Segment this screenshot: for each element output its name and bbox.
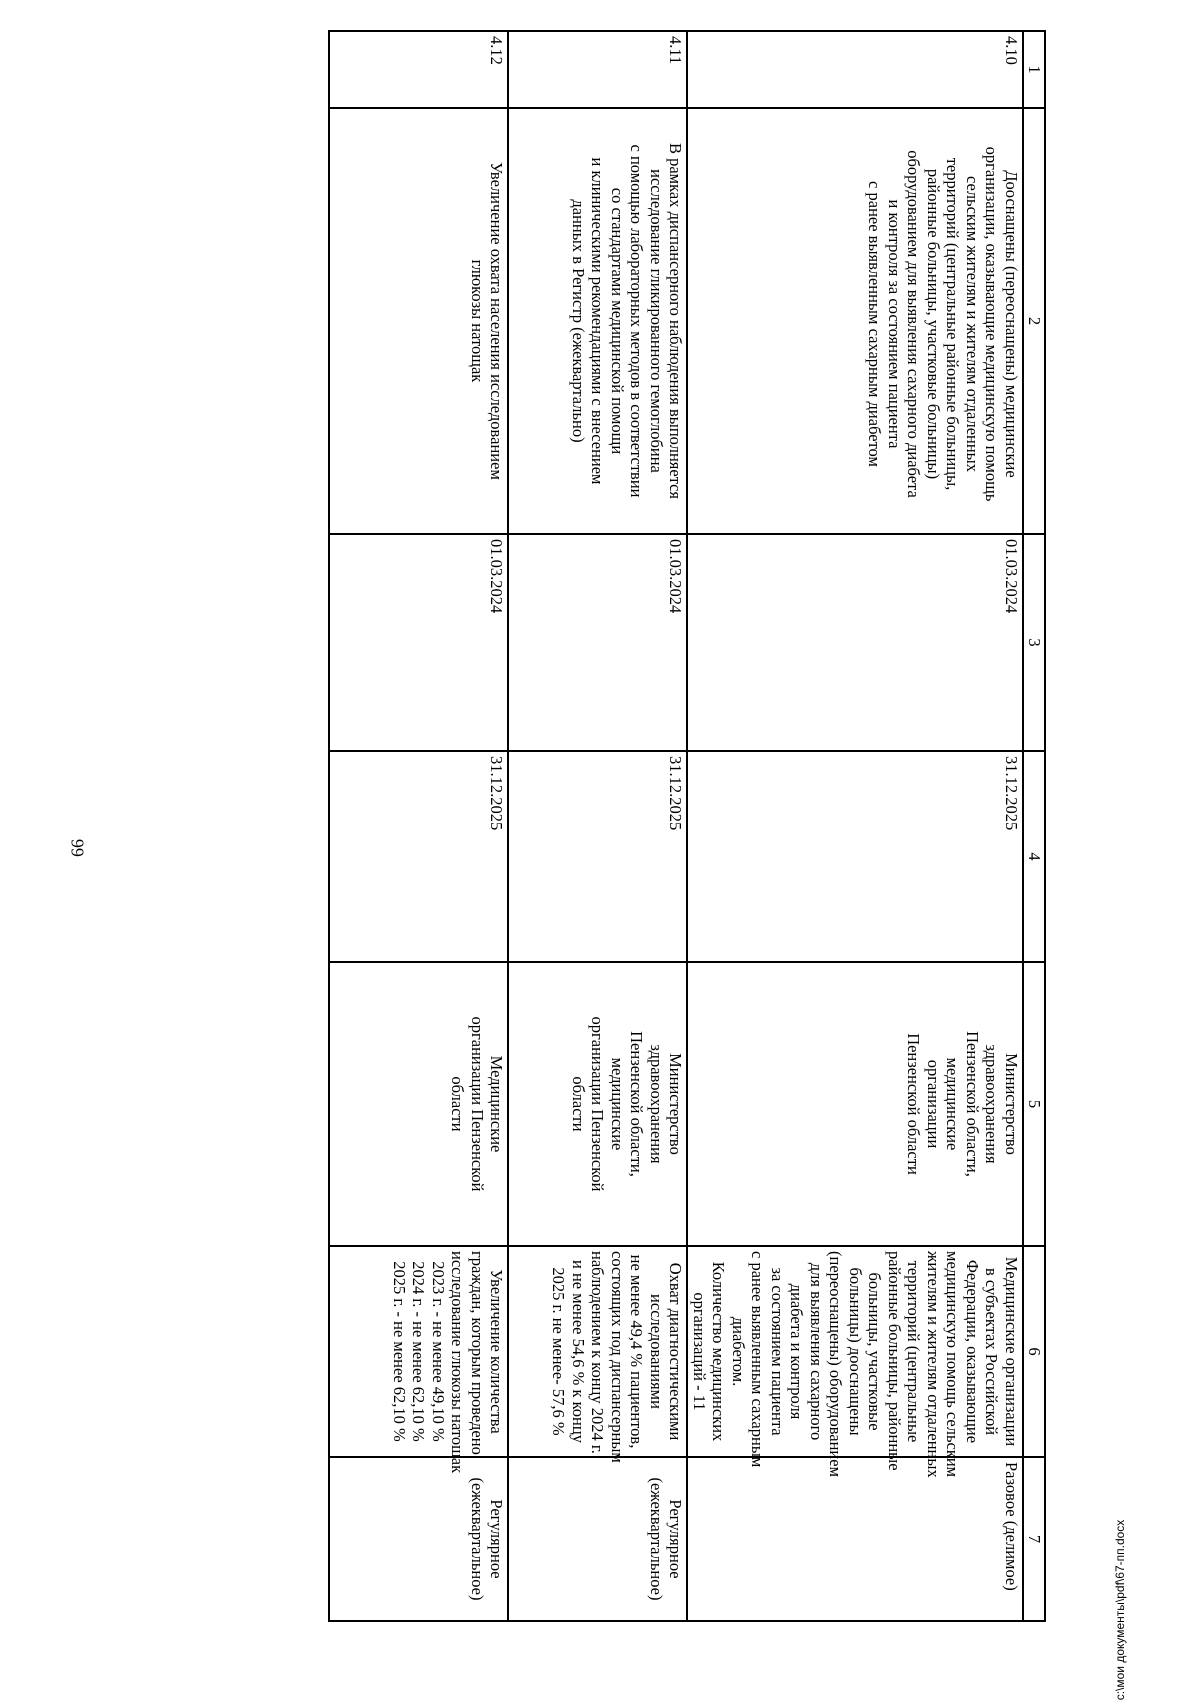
event-line: Увеличение охвата населения исследованием [487,162,507,480]
type-line: (ежеквартальное) [647,1477,666,1601]
type-line: Регулярное [487,1499,507,1579]
responsible-line: Пензенской области, [627,1031,647,1177]
header-col-5: 5 [1023,962,1045,1246]
result-line: (переоснащены) оборудованием [826,1251,846,1478]
result-line: организаций - 11 [690,1292,709,1411]
responsible-line: здравоохранения [647,1044,666,1164]
responsible-line: Медицинские [487,1055,507,1153]
result-line: больницы) дооснащены [846,1267,865,1436]
result-line: диабетом. [729,1316,748,1387]
plan-table [329,30,1047,1622]
result-line: больницы, участковые [865,1272,885,1431]
event-line: со стандартами медицинской помощи [608,187,627,455]
result-line: не менее 49,4 % пациентов, [627,1254,647,1449]
event-line: глюкозы натощак [468,259,487,383]
event-line: исследование гликированного гемоглобина [647,169,666,473]
event-line: районные больницы, участковые больницы) [924,168,943,480]
event-cell [688,108,1024,534]
result-line: районные больницы, районные [885,1251,904,1471]
responsible-cell [509,962,688,1246]
responsible-cell [330,962,509,1246]
event-cell [330,108,509,534]
row-number-cell: 4.11 [509,31,688,108]
table-row [330,31,509,1621]
result-line: за состоянием пациента [768,1267,787,1436]
result-line: 2023 г. - не менее 49,10 % [429,1261,448,1442]
result-cell [688,1246,1024,1478]
responsible-line: Министерство [1002,1053,1021,1155]
event-line: Дооснащены (переоснащены) медицинские [1002,170,1021,478]
result-cell [330,1246,509,1474]
result-line: в субъектах Российской [982,1267,1002,1436]
result-line: диабета и контроля [787,1283,807,1420]
header-col-6: 6 [1023,1246,1045,1457]
event-line: территорий (центральные районные больницы, [943,157,963,491]
footer-file-path: c:\мои документы\pdf\67-пп.docx [1113,1519,1127,1700]
table-row [688,31,1024,1621]
responsible-line: организации Пензенской [588,1016,608,1192]
page-number: 66 [67,839,88,857]
event-cell [509,108,688,534]
result-line: и не менее 54,6 % к концу [569,1260,588,1443]
result-line: жителям и жителям отдаленных [924,1251,943,1478]
result-line: Охват диагностическими [666,1262,686,1441]
responsible-line: медицинские [608,1057,627,1151]
start-date-cell: 01.03.2024 [509,534,688,751]
header-col-3: 3 [1023,534,1045,751]
responsible-line: организации Пензенской [468,1016,487,1192]
result-line: для выявления сахарного [807,1262,826,1441]
responsible-line: организации [924,1059,943,1149]
header-col-1: 1 [1023,31,1045,108]
event-line: с помощью лабораторных методов в соответствии [627,144,647,498]
result-line: Количество медицинских [709,1261,729,1442]
result-line: граждан, которым проведено [468,1251,487,1455]
type-cell [688,1457,1024,1621]
end-date-cell: 31.12.2025 [509,751,688,962]
header-col-2: 2 [1023,108,1045,534]
result-line: исследованиями [647,1294,666,1409]
type-cell [509,1457,688,1621]
header-col-7: 7 [1023,1457,1045,1621]
event-line: оборудованием для выявления сахарного диабета [904,150,924,498]
result-line: наблюдением к концу 2024 г. [588,1251,608,1454]
result-line: исследование глюкозы натощак [448,1251,468,1474]
type-line: Регулярное [666,1499,686,1579]
start-date-cell: 01.03.2024 [330,534,509,751]
result-line: Федерации, оказывающие [963,1259,982,1444]
table-row [509,31,688,1621]
end-date-cell: 31.12.2025 [688,751,1024,962]
responsible-line: Пензенской области, [963,1031,982,1177]
row-number-cell: 4.12 [330,31,509,108]
result-line: состоящих под диспансерным [608,1251,627,1463]
type-line: Разовое (делимое) [1002,1462,1021,1591]
result-line: Медицинские организации [1002,1256,1021,1447]
result-line: территорий (центральные [904,1260,924,1443]
result-line: медицинскую помощь сельским [943,1251,963,1478]
event-line: и контроля за состоянием пациента [885,199,904,449]
responsible-line: медицинские [943,1057,963,1151]
responsible-line: области [448,1076,468,1132]
end-date-cell: 31.12.2025 [330,751,509,962]
responsible-line: здравоохранения [982,1044,1002,1164]
header-col-4: 4 [1023,751,1045,962]
result-line: 2024 г. - не менее 62,10 % [409,1261,429,1442]
header-row [1023,31,1045,1621]
type-cell [330,1457,509,1621]
start-date-cell: 01.03.2024 [688,534,1024,751]
responsible-line: области [569,1076,588,1132]
responsible-line: Пензенской области [904,1033,924,1175]
result-line: 2025 г. - не менее 62,10 % [390,1261,409,1442]
result-line: Увеличение количества [487,1269,507,1434]
rotated-table-container [166,30,1046,1620]
event-line: В рамках диспансерного наблюдения выполняется [666,142,686,500]
result-line: с ранее выявленным сахарным [748,1251,768,1468]
result-cell [509,1246,688,1463]
event-line: и клиническими рекомендациями с внесением [588,157,608,485]
row-number-cell: 4.10 [688,31,1024,108]
type-line: (ежеквартальное) [468,1477,487,1601]
event-line: данных в Регистр (ежеквартально) [569,199,588,443]
event-line: сельским жителям и жителям отдаленных [963,175,982,473]
event-line: с ранее выявленным сахарным диабетом [865,181,885,467]
result-line: 2025 г. не менее- 57,6 % [549,1267,569,1436]
event-line: организации, оказывающие медицинскую помощь [982,146,1002,502]
responsible-cell [688,962,1024,1246]
responsible-line: Министерство [666,1053,686,1155]
